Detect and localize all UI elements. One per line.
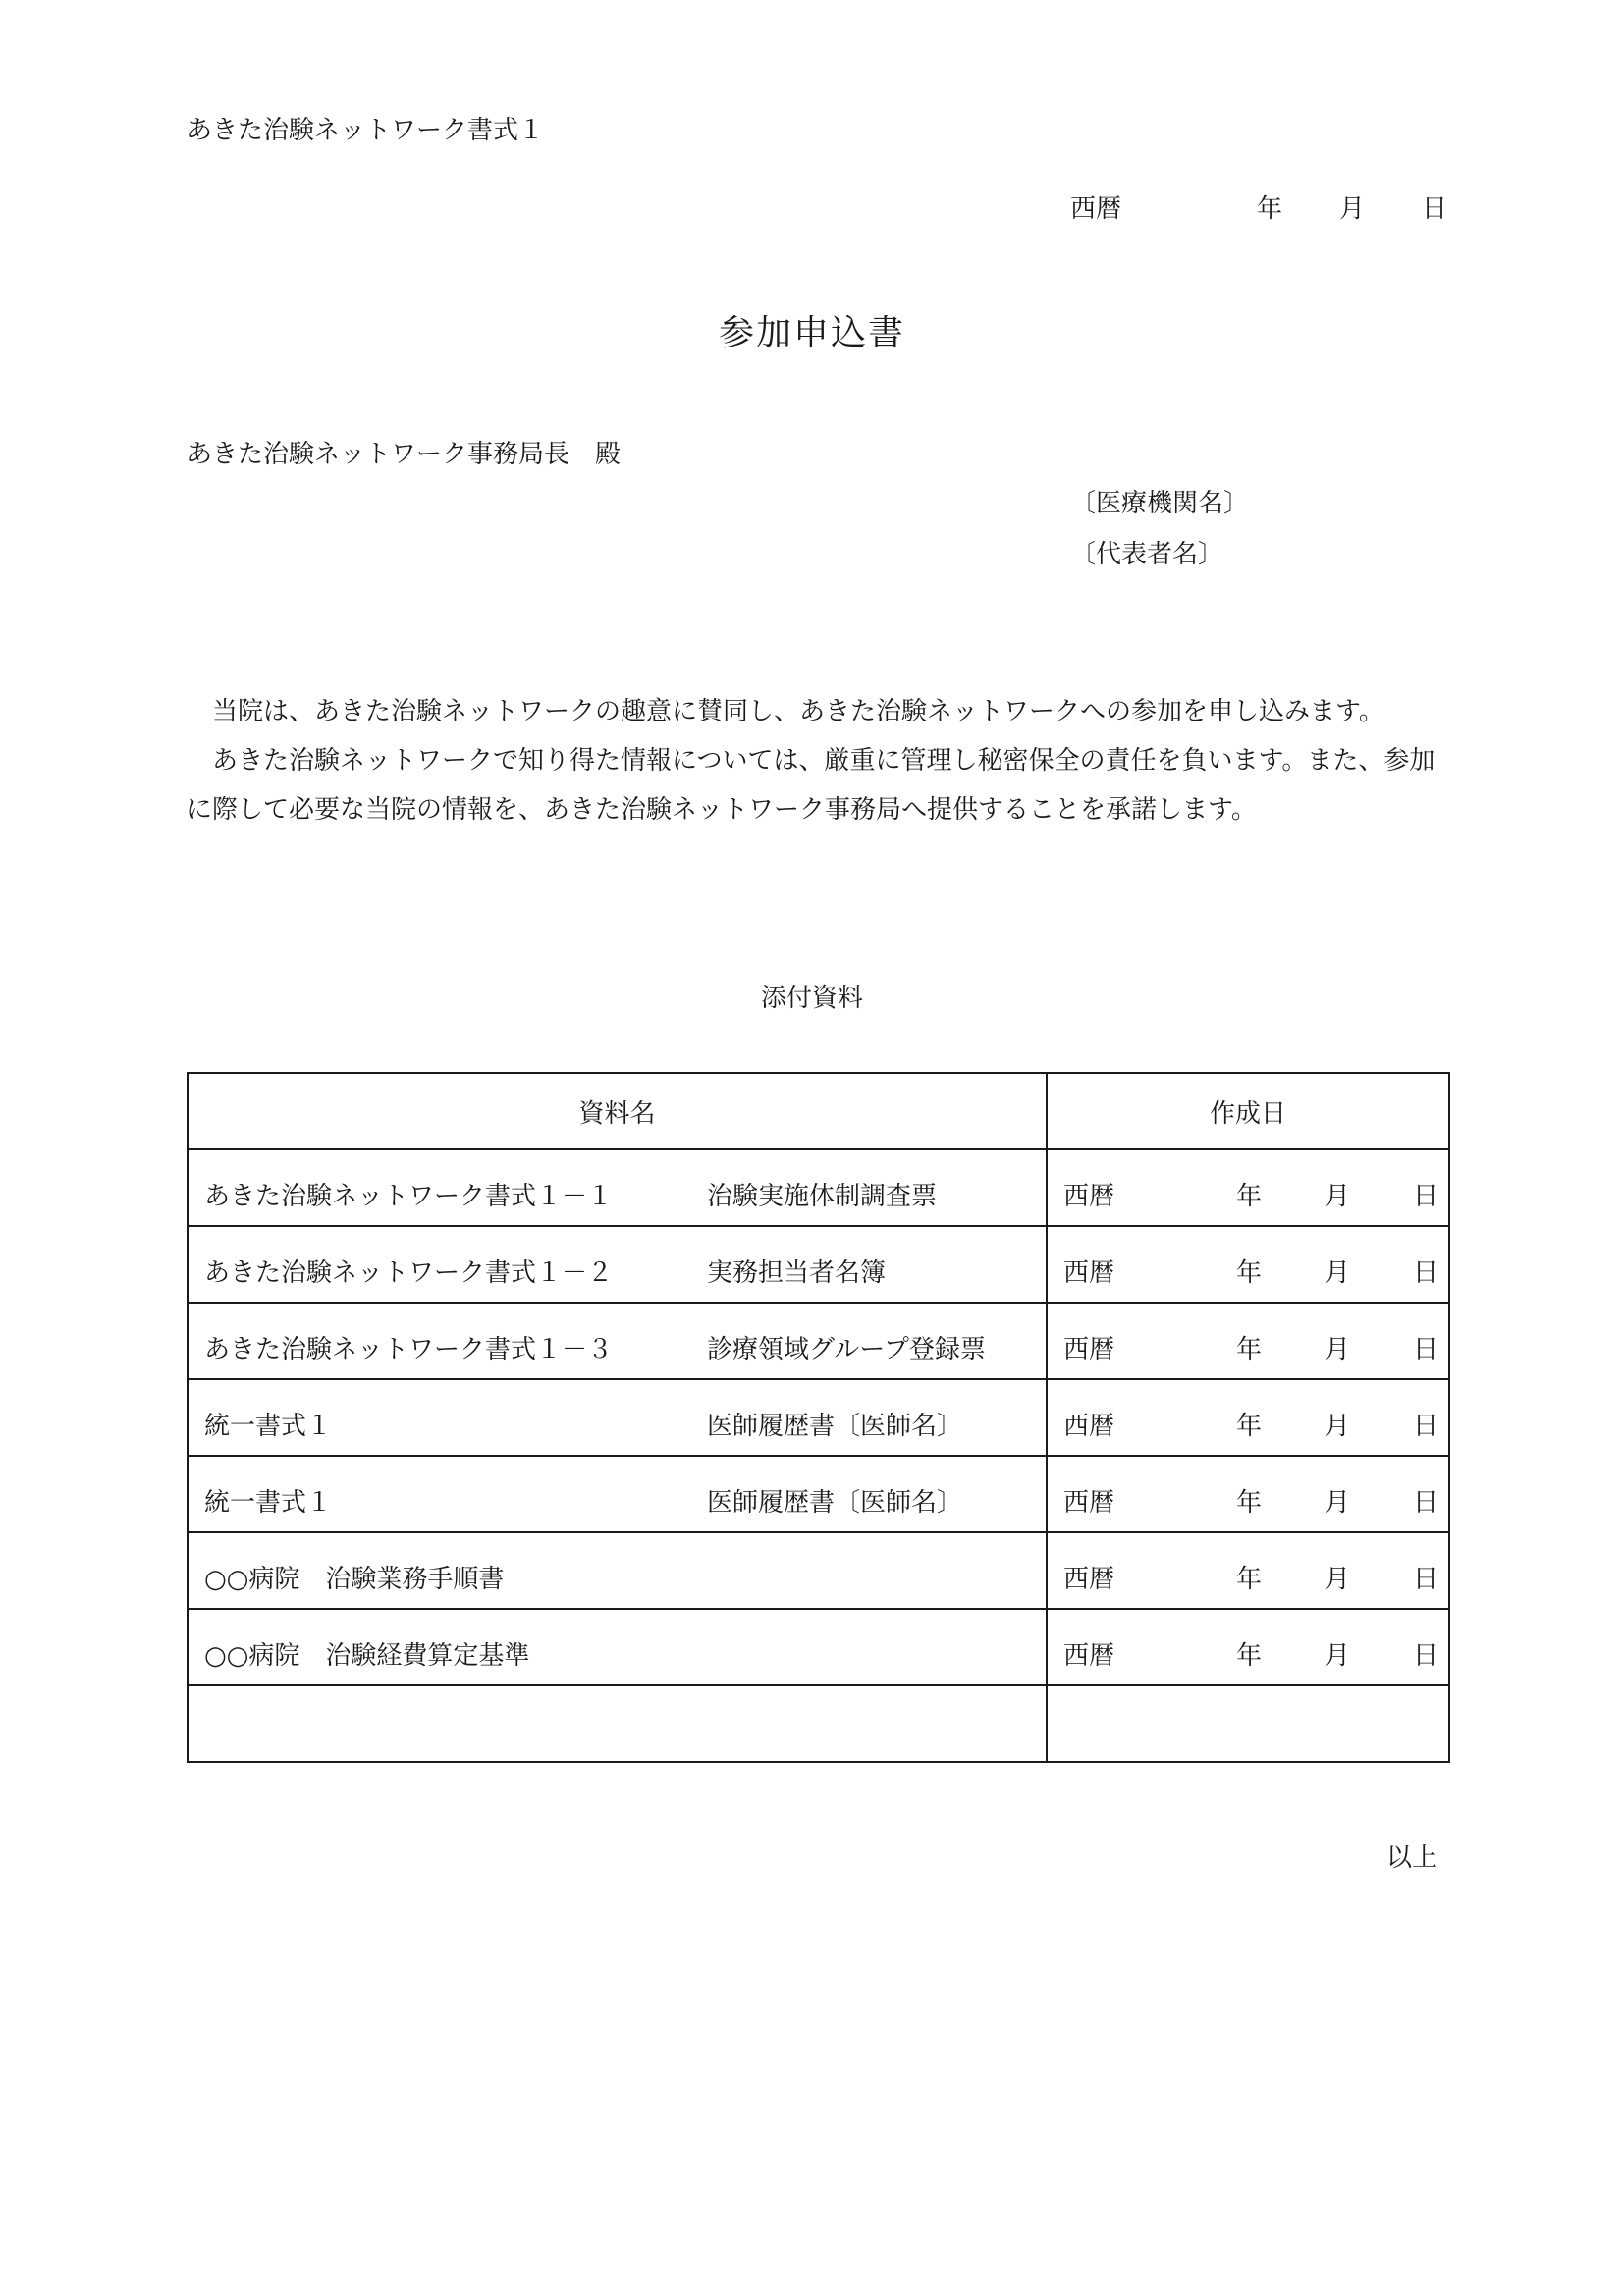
date-year: 年 (1236, 1412, 1263, 1441)
table-row (188, 1303, 1449, 1379)
date-year: 年 (1236, 1182, 1263, 1211)
document-title: 実務担当者名簿 (707, 1258, 887, 1288)
created-date-cell (1047, 1379, 1449, 1456)
attachments-table (187, 1072, 1450, 1763)
document-form: あきた治験ネットワーク書式１－２ (204, 1258, 614, 1288)
attachments-title: 添付資料 (760, 984, 863, 1013)
created-date-cell (1047, 1303, 1449, 1379)
date-era: 西暦 (1063, 1412, 1115, 1441)
document-name-cell (188, 1149, 1047, 1226)
document-name-cell (188, 1226, 1047, 1303)
form-code: あきた治験ネットワーク書式１ (187, 116, 545, 145)
document-form: 統一書式１ (204, 1488, 333, 1518)
date-day: 日 (1422, 194, 1448, 224)
date-era: 西暦 (1063, 1182, 1115, 1211)
body-paragraph: 当院は、あきた治験ネットワークの趣意に賛同し、あきた治験ネットワークへの参加を申し込みます。 (212, 697, 1384, 726)
document-name-cell (188, 1456, 1047, 1532)
document-form: ○○病院 治験業務手順書 (204, 1565, 505, 1594)
date-day: 日 (1413, 1641, 1439, 1671)
body-text (187, 687, 1453, 834)
document-name-cell (188, 1532, 1047, 1609)
date-year: 年 (1236, 1258, 1263, 1288)
body-paragraph: あきた治験ネットワークで知り得た情報については、厳重に管理し秘密保全の責任を負います。また、参加に際して必要な当院の情報を、あきた治験ネットワーク事務局へ提供することを承諾します。 (187, 746, 1435, 825)
closing-mark: 以上 (1386, 1843, 1438, 1873)
table-row (188, 1532, 1449, 1609)
table-row (188, 1456, 1449, 1532)
date-month: 月 (1339, 194, 1366, 224)
date-era: 西暦 (1063, 1335, 1115, 1364)
table-row-empty (188, 1685, 1449, 1762)
date-month: 月 (1325, 1488, 1351, 1518)
document-name-cell (188, 1379, 1047, 1456)
created-date-cell (1047, 1226, 1449, 1303)
document-name-cell (188, 1685, 1047, 1762)
date-era: 西暦 (1063, 1258, 1115, 1288)
date-day: 日 (1413, 1565, 1439, 1594)
date-era: 西暦 (1063, 1641, 1115, 1671)
document-title: 診療領域グループ登録票 (707, 1335, 986, 1364)
created-date-cell (1047, 1149, 1449, 1226)
date-month: 月 (1325, 1565, 1351, 1594)
date-year: 年 (1236, 1565, 1263, 1594)
date-era: 西暦 (1063, 1565, 1115, 1594)
representative-name-label: 〔代表者名〕 (1070, 540, 1224, 569)
created-date-cell (1047, 1685, 1449, 1762)
created-date-cell (1047, 1456, 1449, 1532)
date-day: 日 (1413, 1182, 1439, 1211)
date-year: 年 (1236, 1335, 1263, 1364)
table-row (188, 1609, 1449, 1685)
document-name-cell (188, 1303, 1047, 1379)
document-form: 統一書式１ (204, 1412, 333, 1441)
date-month: 月 (1325, 1641, 1351, 1671)
document-title: 医師履歴書〔医師名〕 (707, 1412, 963, 1441)
attachments-rows (188, 1149, 1449, 1762)
table-header-row (188, 1073, 1449, 1149)
date-month: 月 (1325, 1258, 1351, 1288)
date-day: 日 (1413, 1335, 1439, 1364)
date-year: 年 (1236, 1488, 1263, 1518)
date-year: 年 (1257, 194, 1283, 224)
created-date-cell (1047, 1532, 1449, 1609)
document-name-cell (188, 1609, 1047, 1685)
created-date-cell (1047, 1609, 1449, 1685)
date-month: 月 (1325, 1182, 1351, 1211)
table-row (188, 1226, 1449, 1303)
header-created-date: 作成日 (1047, 1073, 1449, 1149)
table-row (188, 1379, 1449, 1456)
document-form: あきた治験ネットワーク書式１－３ (204, 1335, 614, 1364)
date-year: 年 (1236, 1641, 1263, 1671)
header-document-name: 資料名 (188, 1073, 1047, 1149)
document-title: 医師履歴書〔医師名〕 (707, 1488, 963, 1518)
date-day: 日 (1413, 1488, 1439, 1518)
date-day: 日 (1413, 1258, 1439, 1288)
table-row (188, 1149, 1449, 1226)
document-form: ○○病院 治験経費算定基準 (204, 1641, 530, 1671)
document-form: あきた治験ネットワーク書式１－１ (204, 1182, 614, 1211)
document-title: 治験実施体制調査票 (707, 1182, 938, 1211)
date-era: 西暦 (1063, 1488, 1115, 1518)
date-month: 月 (1325, 1335, 1351, 1364)
institution-name-label: 〔医療機関名〕 (1070, 489, 1250, 518)
date-day: 日 (1413, 1412, 1439, 1441)
document-title: 参加申込書 (718, 313, 905, 353)
date-month: 月 (1325, 1412, 1351, 1441)
date-era: 西暦 (1070, 194, 1122, 224)
addressee: あきた治験ネットワーク事務局長 殿 (187, 440, 622, 469)
